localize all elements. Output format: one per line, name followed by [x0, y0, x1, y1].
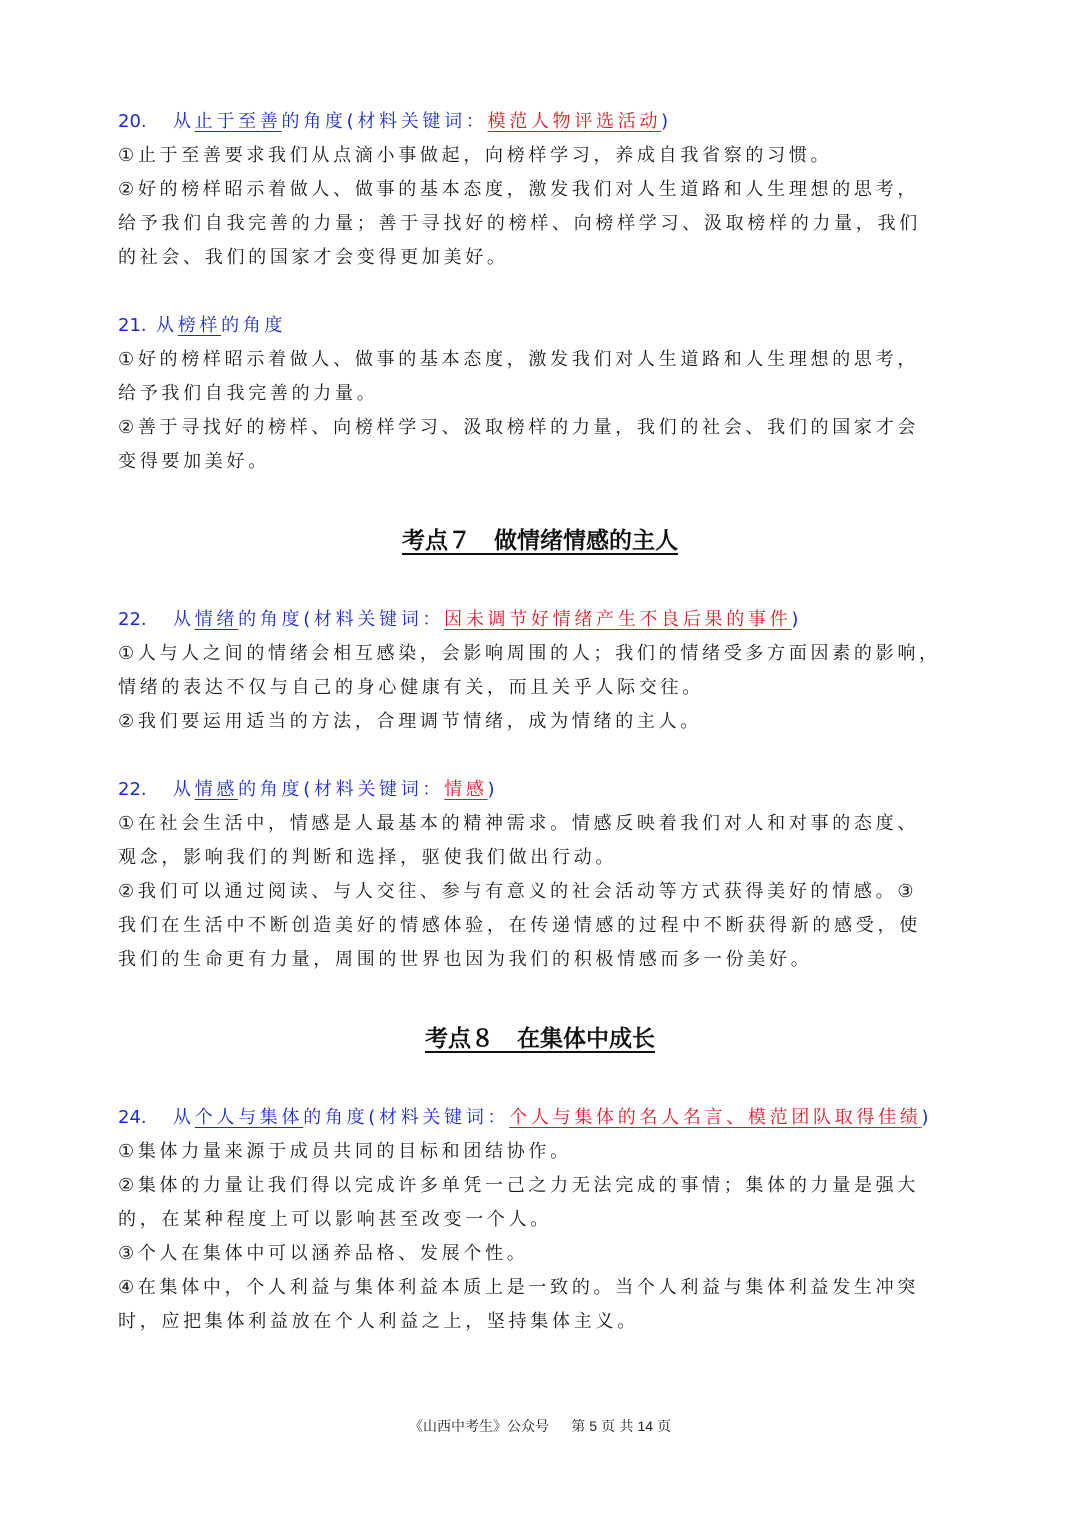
- heading-topic: 止于至善: [194, 111, 282, 132]
- item-number: 20.: [118, 111, 147, 132]
- page-footer: [0, 1416, 1080, 1436]
- heading-keyword: 模范人物评选活动: [487, 111, 662, 132]
- item-block: [118, 105, 968, 275]
- body-line: 的社会、我们的国家才会变得更加美好。: [118, 247, 509, 268]
- item-heading: [118, 773, 968, 807]
- body-line: 变得要加美好。: [118, 451, 270, 472]
- footer-page-suffix: 页: [657, 1419, 672, 1435]
- item-heading: [118, 309, 968, 343]
- heading-mid: 的角度(材料关键词：: [238, 609, 445, 630]
- body-line: ④在集体中，个人利益与集体利益本质上是一致的。当个人利益与集体利益发生冲突: [118, 1277, 920, 1298]
- heading-mid: 的角度(材料关键词：: [303, 1107, 510, 1128]
- heading-topic: 榜样: [177, 315, 222, 336]
- body-line: 我们在生活中不断创造美好的情感体验，在传递情感的过程中不断获得新的感受，使: [118, 915, 921, 936]
- heading-topic: 个人与集体: [194, 1107, 304, 1128]
- heading-prefix: 从: [173, 779, 195, 800]
- body-line: ①在社会生活中，情感是人最基本的精神需求。情感反映着我们对人和对事的态度、: [118, 813, 920, 834]
- body-line: 情绪的表达不仅与自己的身心健康有关，而且关乎人际交往。: [118, 677, 704, 698]
- heading-close: ): [921, 1107, 933, 1128]
- item-number: 21.: [118, 315, 147, 336]
- body-line: ②我们可以通过阅读、与人交往、参与有意义的社会活动等方式获得美好的情感。③: [118, 881, 918, 902]
- body-line: ①好的榜样昭示着做人、做事的基本态度，激发我们对人生道路和人生理想的思考，: [118, 349, 920, 370]
- body-line: 的，在某种程度上可以影响甚至改变一个人。: [118, 1209, 552, 1230]
- item-number: 22.: [118, 609, 147, 630]
- body-line: ①人与人之间的情绪会相互感染，会影响周围的人；我们的情绪受多方面因素的影响，: [118, 643, 941, 664]
- heading-prefix: 从: [173, 609, 195, 630]
- heading-topic: 情绪: [194, 609, 239, 630]
- item-heading: [118, 1101, 968, 1135]
- item-heading: [118, 105, 968, 139]
- body-line: 时，应把集体利益放在个人利益之上，坚持集体主义。: [118, 1311, 639, 1332]
- section-title: [0, 524, 1080, 558]
- heading-mid: 的角度(材料关键词：: [281, 111, 488, 132]
- footer-page-prefix: 第: [571, 1419, 586, 1435]
- item-number: 24.: [118, 1107, 147, 1128]
- heading-close: ): [661, 111, 672, 132]
- item-heading: [118, 603, 968, 637]
- item-block: [118, 309, 968, 479]
- body-line: 给予我们自我完善的力量。: [118, 383, 379, 404]
- section-title-text: 考点８ 在集体中成长: [425, 1026, 655, 1052]
- heading-topic: 情感: [194, 779, 239, 800]
- footer-page-mid: 页 共: [601, 1419, 634, 1435]
- heading-prefix: 从: [173, 111, 195, 132]
- body-line: ②好的榜样昭示着做人、做事的基本态度，激发我们对人生道路和人生理想的思考，: [118, 179, 920, 200]
- body-line: ①止于至善要求我们从点滴小事做起，向榜样学习，养成自我省察的习惯。: [118, 145, 833, 166]
- heading-keyword: 个人与集体的名人名言、模范团队取得佳绩: [509, 1107, 922, 1128]
- footer-source: 《山西中考生》公众号: [408, 1419, 549, 1435]
- body-line: 我们的生命更有力量，周围的世界也因为我们的积极情感而多一份美好。: [118, 949, 813, 970]
- heading-keyword: 情感: [444, 779, 488, 800]
- heading-close: ): [791, 609, 803, 630]
- heading-prefix: 从: [173, 1107, 195, 1128]
- heading-mid: 的角度: [221, 315, 287, 336]
- body-line: 观念，影响我们的判断和选择，驱使我们做出行动。: [118, 847, 618, 868]
- item-block: [118, 1101, 968, 1339]
- body-line: ①集体力量来源于成员共同的目标和团结协作。: [118, 1141, 572, 1162]
- body-line: 给予我们自我完善的力量；善于寻找好的榜样、向榜样学习、汲取榜样的力量，我们: [118, 213, 921, 234]
- heading-keyword: 因未调节好情绪产生不良后果的事件: [444, 609, 792, 630]
- section-title-text: 考点７ 做情绪情感的主人: [402, 528, 678, 554]
- item-block: [118, 773, 968, 977]
- section-title: [0, 1022, 1080, 1056]
- footer-page-number: 5: [589, 1418, 598, 1434]
- body-line: ②集体的力量让我们得以完成许多单凭一己之力无法完成的事情；集体的力量是强大: [118, 1175, 920, 1196]
- body-line: ②我们要运用适当的方法，合理调节情绪，成为情绪的主人。: [118, 711, 703, 732]
- footer-page-total: 14: [637, 1418, 654, 1434]
- heading-mid: 的角度(材料关键词：: [238, 779, 445, 800]
- heading-close: ): [487, 779, 499, 800]
- item-number: 22.: [118, 779, 147, 800]
- item-block: [118, 603, 968, 739]
- body-line: ②善于寻找好的榜样、向榜样学习、汲取榜样的力量，我们的社会、我们的国家才会: [118, 417, 920, 438]
- body-line: ③个人在集体中可以涵养品格、发展个性。: [118, 1243, 529, 1264]
- heading-prefix: 从: [156, 315, 178, 336]
